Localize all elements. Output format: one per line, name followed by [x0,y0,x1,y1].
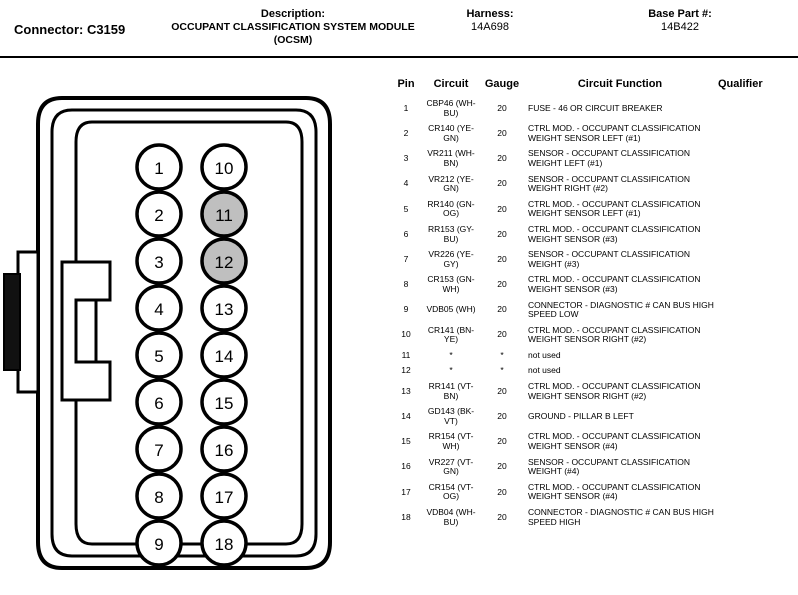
pinout-table-wrapper [392,78,792,530]
cell-pin: 9 [403,304,409,315]
table-row [392,247,792,272]
cell-gauge: 20 [497,153,507,164]
connector-diagram [0,62,392,595]
pin-label-15: 15 [214,394,234,413]
cell-pin: 6 [403,228,409,239]
cell-qualifier [718,505,792,530]
cell-qualifier [718,222,792,247]
cell-function: CONNECTOR - DIAGNOSTIC # CAN BUS HIGH SPEED LOW [528,299,714,320]
cell-gauge: 20 [497,436,507,447]
column-header-gauge: Gauge [484,78,520,90]
cell-pin: 18 [401,511,411,522]
cell-pin: 12 [401,365,411,376]
cell-gauge: 20 [497,203,507,214]
cell-circuit: VDB05 (WH) [426,304,476,315]
pin-label-12: 12 [214,253,234,272]
cell-gauge: 20 [497,279,507,290]
cell-qualifier [718,96,792,121]
cell-gauge: * [500,349,504,360]
cell-pin: 13 [401,385,411,396]
cell-pin: 5 [403,203,409,214]
table-row [392,480,792,505]
column-header-function: Circuit Function [577,78,663,90]
cell-gauge: 20 [497,102,507,113]
cell-qualifier [718,146,792,171]
base-part-column [600,8,760,34]
cell-gauge: 20 [497,304,507,315]
pin-label-5: 5 [154,347,164,366]
cell-circuit: VR226 (YE-GY) [428,249,474,269]
pinout-table [392,78,792,530]
table-row [392,455,792,480]
cell-function: SENSOR - OCCUPANT CLASSIFICATION WEIGHT RIGHT (#2) [528,173,690,194]
pinout-table-body [392,96,792,530]
table-row [392,272,792,297]
cell-qualifier [718,429,792,454]
cell-function: CTRL MOD. - OCCUPANT CLASSIFICATION WEIGHT SENSOR (#4) [528,481,701,502]
table-row [392,505,792,530]
cell-gauge: 20 [497,511,507,522]
cell-gauge: 20 [497,411,507,422]
table-row [392,404,792,429]
cell-pin: 2 [403,127,409,138]
cell-function: not used [528,365,561,376]
cell-qualifier [718,404,792,429]
connector-cavity [76,122,302,544]
description-title: Description: [260,8,326,20]
base-part-value: 14B422 [661,21,699,33]
cell-circuit: RR141 (VT-BN) [428,381,474,401]
pin-label-13: 13 [214,300,234,319]
cell-function: CTRL MOD. - OCCUPANT CLASSIFICATION WEIGHT SENSOR LEFT (#1) [528,198,701,219]
cell-pin: 1 [403,102,409,113]
table-row [392,96,792,121]
base-part-title: Base Part #: [648,8,712,20]
pin-label-4: 4 [154,300,164,319]
cell-function: SENSOR - OCCUPANT CLASSIFICATION WEIGHT LEFT (#1) [528,148,690,168]
header-divider [0,56,798,58]
cell-qualifier [718,247,792,272]
cell-circuit: VR227 (VT-GN) [428,456,474,477]
cell-pin: 10 [401,329,411,340]
cell-pin: 16 [401,461,411,472]
connector-id-label: Connector: C3159 [14,22,126,37]
cell-qualifier [718,298,792,323]
pin-label-11: 11 [215,206,233,225]
table-row [392,323,792,348]
pin-label-3: 3 [154,253,164,272]
cell-gauge: * [500,365,504,376]
harness-title: Harness: [466,8,514,20]
column-header-circuit: Circuit [433,78,469,90]
table-row [392,121,792,146]
cell-qualifier [718,323,792,348]
table-row [392,197,792,222]
connector-latch-slot [76,300,96,362]
cell-qualifier [718,480,792,505]
cell-circuit: CR140 (YE-GN) [428,123,474,143]
pin-label-16: 16 [214,441,234,460]
cell-circuit: * [449,349,453,360]
cell-circuit: VR211 (WH-BN) [427,148,475,168]
cell-qualifier [718,121,792,146]
cell-pin: 3 [403,153,409,164]
table-row [392,222,792,247]
pin-label-1: 1 [154,159,164,178]
cell-pin: 4 [403,178,409,189]
pin-label-10: 10 [214,159,234,178]
cell-gauge: 20 [497,178,507,189]
cell-pin: 15 [401,436,411,447]
cell-qualifier [718,172,792,197]
cell-function: CONNECTOR - DIAGNOSTIC # CAN BUS HIGH SPEED HIGH [528,507,714,527]
cell-pin: 14 [401,411,411,422]
table-row [392,379,792,404]
cell-qualifier [718,363,792,379]
pin-label-14: 14 [214,347,234,366]
cell-circuit: CR153 (GN-WH) [427,274,475,294]
pin-label-2: 2 [154,206,164,225]
cell-circuit: RR140 (GN-OG) [427,198,475,219]
cell-function: CTRL MOD. - OCCUPANT CLASSIFICATION WEIGHT SENSOR (#3) [528,223,701,244]
pin-label-6: 6 [154,394,164,413]
cell-gauge: 20 [497,385,507,396]
table-row [392,172,792,197]
pin-label-18: 18 [214,535,234,554]
cell-circuit: * [449,365,453,376]
cell-qualifier [718,348,792,364]
cell-gauge: 20 [497,486,507,497]
cell-function: CTRL MOD. - OCCUPANT CLASSIFICATION WEIGHT SENSOR RIGHT (#2) [528,324,701,345]
cell-function: SENSOR - OCCUPANT CLASSIFICATION WEIGHT (#4) [528,456,690,477]
description-column [168,8,418,47]
cell-pin: 7 [403,253,409,264]
cell-qualifier [718,272,792,297]
harness-value: 14A698 [471,21,509,33]
column-header-qualifier: Qualifier [718,78,763,90]
table-header-row [392,78,792,96]
cell-circuit: RR153 (GY-BU) [428,223,474,244]
column-header-pin: Pin [397,78,415,90]
harness-column [420,8,560,34]
cell-gauge: 20 [497,253,507,264]
cell-circuit: CBP46 (WH-BU) [426,98,476,118]
cell-circuit: GD143 (BK-VT) [427,406,475,426]
cell-function: CTRL MOD. - OCCUPANT CLASSIFICATION WEIGHT SENSOR (#3) [528,274,701,294]
cell-circuit: CR141 (BN-YE) [427,324,475,345]
cell-function: GROUND - PILLAR B LEFT [528,411,634,422]
table-row [392,363,792,379]
cell-qualifier [718,379,792,404]
cell-circuit: VDB04 (WH-BU) [426,507,476,527]
pin-label-8: 8 [154,488,164,507]
cell-function: SENSOR - OCCUPANT CLASSIFICATION WEIGHT (#3) [528,249,690,269]
description-value: OCCUPANT CLASSIFICATION SYSTEM MODULE (OCSM) [171,21,415,46]
cell-circuit: CR154 (VT-OG) [428,481,474,502]
pin-label-9: 9 [154,535,164,554]
table-row [392,429,792,454]
pin-label-17: 17 [214,488,234,507]
page-header [0,0,798,62]
table-row [392,298,792,323]
table-row [392,348,792,364]
cell-gauge: 20 [497,329,507,340]
cell-gauge: 20 [497,127,507,138]
cell-qualifier [718,197,792,222]
cell-gauge: 20 [497,228,507,239]
connector-seal-tab [4,274,20,370]
cell-pin: 17 [401,486,411,497]
cell-function: FUSE - 46 OR CIRCUIT BREAKER [528,102,663,113]
cell-pin: 11 [401,349,411,360]
cell-pin: 8 [403,279,409,290]
cell-function: CTRL MOD. - OCCUPANT CLASSIFICATION WEIGHT SENSOR RIGHT (#2) [528,381,701,401]
cell-function: not used [528,349,561,360]
table-row [392,146,792,171]
cell-gauge: 20 [497,461,507,472]
cell-qualifier [718,455,792,480]
cell-function: CTRL MOD. - OCCUPANT CLASSIFICATION WEIGHT SENSOR (#4) [528,431,701,452]
cell-function: CTRL MOD. - OCCUPANT CLASSIFICATION WEIGHT SENSOR LEFT (#1) [528,123,701,143]
cell-circuit: RR154 (VT-WH) [428,431,474,452]
pin-label-7: 7 [154,441,164,460]
cell-circuit: VR212 (YE-GN) [428,173,474,194]
